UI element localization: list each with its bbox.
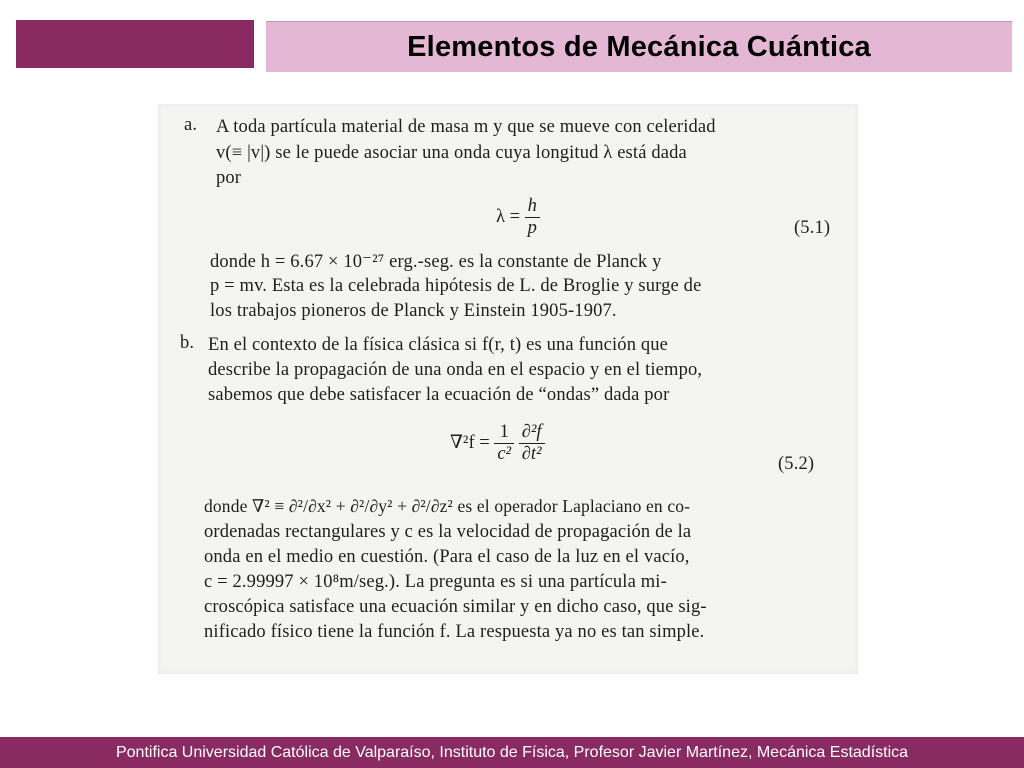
text-line: por xyxy=(216,168,242,188)
text-line: describe la propagación de una onda en el espacio y en el tiempo, xyxy=(208,360,703,380)
text-line: croscópica satisface una ecuación similar y en dicho caso, que sig- xyxy=(204,597,707,617)
text-line: ordenadas rectangulares y c es la velocidad de propagación de la xyxy=(204,522,692,542)
fraction-denominator: ∂t² xyxy=(521,444,542,465)
text-line: los trabajos pioneros de Planck y Einstein 1905-1907. xyxy=(210,301,617,321)
fraction xyxy=(525,196,540,240)
page-title: Elementos de Mecánica Cuántica xyxy=(407,31,871,63)
text-line: sabemos que debe satisfacer la ecuación de “ondas” dada por xyxy=(208,385,670,405)
fraction xyxy=(494,422,514,466)
item-b-label: b. xyxy=(180,333,195,353)
fraction-numerator: 1 xyxy=(494,422,514,444)
footer-bar xyxy=(0,737,1024,768)
accent-block xyxy=(16,20,254,68)
equation-number: (5.1) xyxy=(794,218,831,238)
fraction-denominator: p xyxy=(527,218,537,239)
text-line: v(≡ |v|) se le puede asociar una onda cuya longitud λ está dada xyxy=(216,143,687,163)
text-line: donde h = 6.67 × 10⁻²⁷ erg.-seg. es la constante de Planck y xyxy=(210,252,662,272)
equation-number: (5.2) xyxy=(778,454,815,474)
item-a-label: a. xyxy=(184,115,198,135)
equation-lhs: λ = xyxy=(496,207,521,228)
footer-credit: Pontifica Universidad Católica de Valparaíso, Instituto de Física, Profesor Javier Martínez, Mecánica Estadística xyxy=(115,744,909,761)
fraction xyxy=(519,422,545,466)
equation-5-2 xyxy=(450,422,545,466)
text-line: donde ∇² ≡ ∂²/∂x² + ∂²/∂y² + ∂²/∂z² es el operador Laplaciano en co- xyxy=(204,496,691,516)
title-bar xyxy=(266,21,1012,72)
text-line: En el contexto de la física clásica si f(r, t) es una función que xyxy=(208,335,669,355)
equation-5-1 xyxy=(496,196,540,240)
text-line: p = mv. Esta es la celebrada hipótesis de L. de Broglie y surge de xyxy=(210,276,702,296)
text-line: nificado físico tiene la función f. La respuesta ya no es tan simple. xyxy=(204,622,705,642)
equation-lhs: ∇²f = xyxy=(450,433,490,454)
scanned-textbook-excerpt xyxy=(158,104,858,674)
text-line: A toda partícula material de masa m y que se mueve con celeridad xyxy=(216,117,716,137)
text-line: onda en el medio en cuestión. (Para el caso de la luz en el vacío, xyxy=(204,547,690,567)
fraction-denominator: c² xyxy=(497,444,512,465)
fraction-numerator: ∂²f xyxy=(519,422,545,444)
fraction-numerator: h xyxy=(525,196,540,218)
text-line: c = 2.99997 × 10⁸m/seg.). La pregunta es si una partícula mi- xyxy=(204,572,667,592)
